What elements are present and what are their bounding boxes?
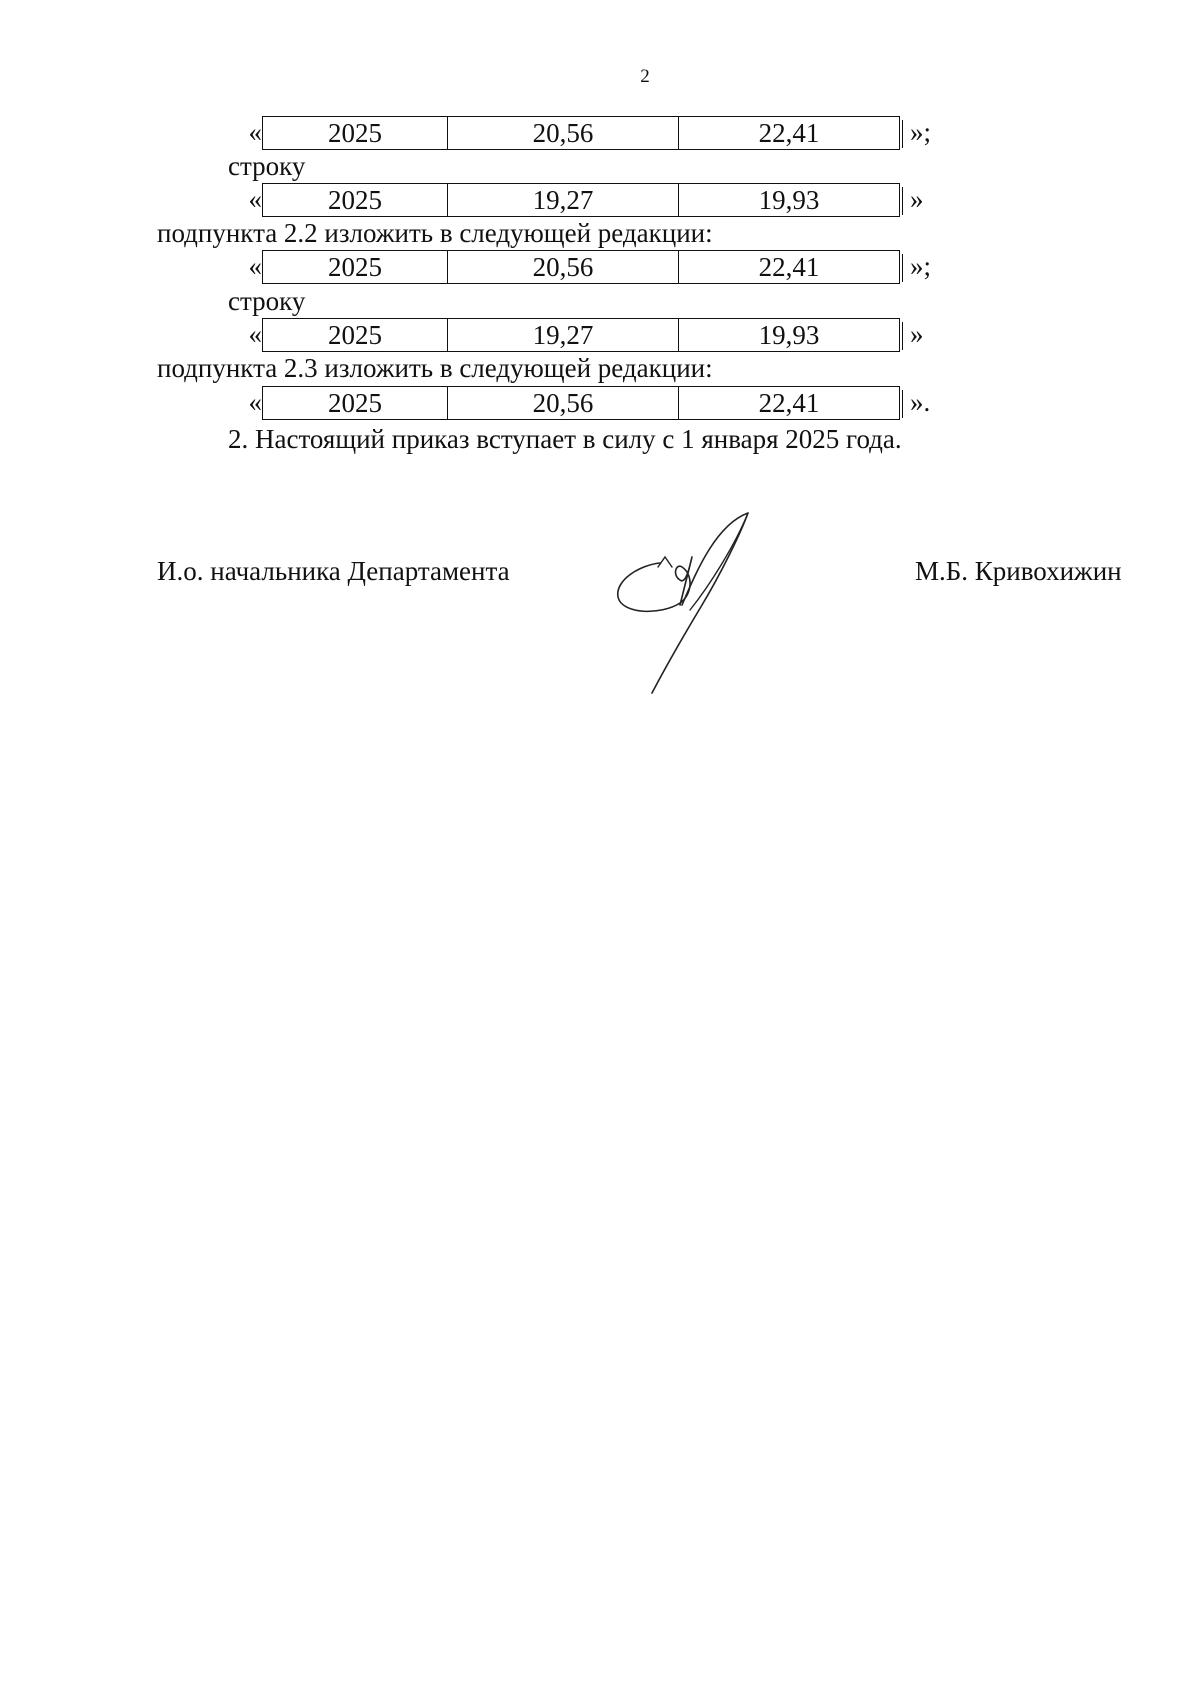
table-box — [262, 250, 900, 284]
row-end-bar — [898, 322, 903, 350]
quote-open: « — [248, 184, 262, 214]
quote-close: » — [910, 184, 924, 214]
row-end-bar — [898, 120, 903, 148]
quote-close: »; — [910, 251, 932, 281]
value2-cell: 19,93 — [758, 185, 820, 215]
table-box — [262, 386, 900, 420]
quote-close: ». — [910, 387, 931, 417]
quote-open: « — [248, 117, 262, 147]
value1-cell: 19,27 — [448, 184, 679, 216]
row-end-bar — [898, 187, 903, 215]
quote-open: « — [248, 387, 262, 417]
value1-cell: 20,56 — [448, 251, 679, 283]
signature-image — [610, 505, 760, 710]
quote-open: « — [248, 319, 262, 349]
quote-close: »; — [910, 117, 932, 147]
subitem-2-2-line: подпункта 2.2 изложить в следующей редакции: — [157, 218, 713, 248]
stroku-line: строку — [228, 151, 306, 181]
table-box — [262, 116, 900, 150]
year-cell: 2025 — [263, 117, 448, 149]
year-cell: 2025 — [263, 387, 448, 419]
table-box — [262, 318, 900, 352]
value1-cell: 20,56 — [448, 117, 679, 149]
quote-open: « — [248, 251, 262, 281]
position-title: И.о. начальника Департамента — [157, 556, 510, 586]
quote-close: » — [910, 319, 924, 349]
table-box — [262, 183, 900, 217]
subitem-2-3-line: подпункта 2.3 изложить в следующей редакции: — [157, 353, 713, 383]
signer-name: М.Б. Кривохижин — [915, 556, 1122, 586]
value1-cell: 20,56 — [448, 387, 679, 419]
page-number: 2 — [640, 66, 650, 87]
year-cell: 2025 — [263, 251, 448, 283]
stroku-line: строку — [228, 286, 306, 316]
paragraph-2: 2. Настоящий приказ вступает в силу с 1 января 2025 года. — [228, 424, 902, 454]
value2-cell: 22,41 — [758, 118, 820, 148]
signature-icon — [610, 505, 760, 705]
year-cell: 2025 — [263, 319, 448, 351]
year-cell: 2025 — [263, 184, 448, 216]
row-end-bar — [898, 254, 903, 282]
value1-cell: 19,27 — [448, 319, 679, 351]
row-end-bar — [898, 390, 903, 418]
value2-cell: 22,41 — [758, 252, 820, 282]
value2-cell: 19,93 — [758, 320, 820, 350]
value2-cell: 22,41 — [758, 388, 820, 418]
